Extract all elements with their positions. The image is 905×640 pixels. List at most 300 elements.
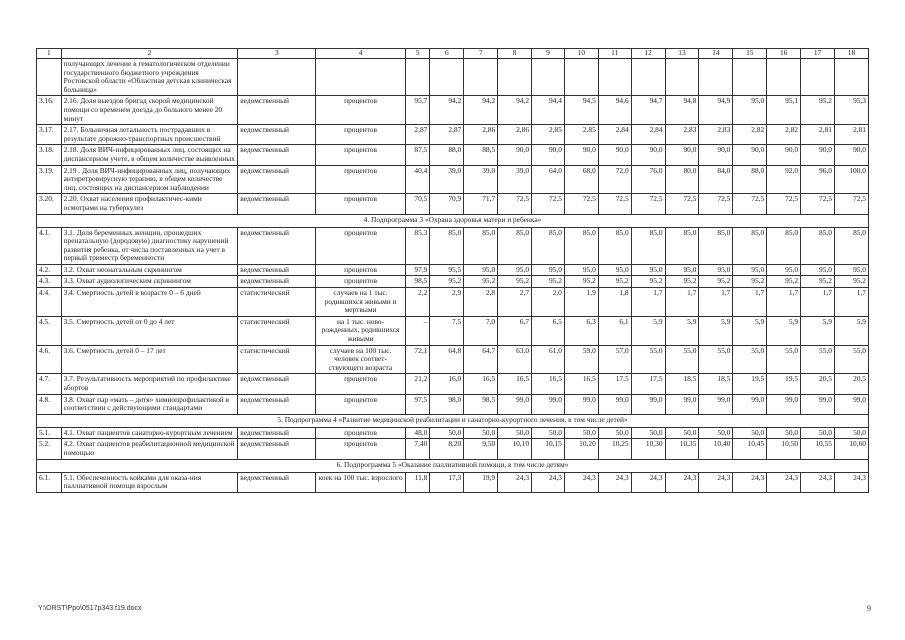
indicator-name: 3.6. Смертность детей 0 – 17 лет (61, 345, 238, 374)
value-cell: 10,30 (631, 439, 665, 459)
value-cell: 99,0 (564, 394, 598, 414)
value-cell: 72,1 (405, 345, 430, 374)
value-cell: 2,84 (598, 125, 631, 145)
table-row (37, 345, 869, 374)
indicator-name: 3.4. Смертность детей в возрасте 0 – 6 дней (61, 288, 238, 317)
unit-of-measure: процентов (316, 145, 405, 165)
value-cell (598, 59, 631, 96)
indicator-name: 3.1. Доля беременных женщин, прошедших пренатальную (дородовую) диагностику нарушений развития ребенка, от числа поставленных на учет в первый триместр беременности (61, 227, 238, 264)
value-cell: 72,5 (564, 194, 598, 214)
unit-of-measure (316, 59, 405, 96)
value-cell: 6,7 (498, 316, 532, 345)
value-cell: 98,5 (464, 394, 498, 414)
value-cell: 24,3 (733, 472, 767, 492)
indicator-type: ведомственный (238, 394, 316, 414)
section-heading-row (37, 214, 869, 227)
value-cell: 84,0 (699, 165, 733, 194)
indicator-name: 4.2. Охват пациентов реабилитационной медицинской помощью (61, 439, 238, 459)
column-number: 16 (767, 49, 801, 59)
value-cell: 2,83 (665, 125, 699, 145)
table-row (37, 316, 869, 345)
value-cell: 80,0 (665, 165, 699, 194)
value-cell: 39,0 (498, 165, 532, 194)
value-cell: 55,0 (834, 345, 868, 374)
value-cell: 1,7 (733, 288, 767, 317)
unit-of-measure: процентов (316, 264, 405, 276)
value-cell: 85,0 (430, 227, 464, 264)
value-cell: 90,0 (733, 145, 767, 165)
value-cell: 90,0 (699, 145, 733, 165)
value-cell: 2,83 (699, 125, 733, 145)
value-cell: 39,0 (464, 165, 498, 194)
row-number: 6.1. (37, 472, 62, 492)
value-cell: 95,0 (598, 264, 631, 276)
value-cell: 95,0 (733, 96, 767, 125)
value-cell: 10,60 (834, 439, 868, 459)
value-cell: 2,9 (430, 288, 464, 317)
value-cell: 1,8 (598, 288, 631, 317)
value-cell: 10,10 (498, 439, 532, 459)
value-cell: 55,0 (699, 345, 733, 374)
row-number: 4.8. (37, 394, 62, 414)
value-cell: 76,0 (631, 165, 665, 194)
indicator-name: 3.8. Охват пар «мать – дитя» химиопрофилактикой в соответствии с действующими стандартами (61, 394, 238, 414)
value-cell: 90,0 (665, 145, 699, 165)
value-cell: 88,0 (733, 165, 767, 194)
value-cell: 94,4 (532, 96, 565, 125)
column-number: 10 (564, 49, 598, 59)
value-cell: 10,40 (699, 439, 733, 459)
table-row (37, 276, 869, 288)
value-cell: 5,9 (767, 316, 801, 345)
value-cell (405, 59, 430, 96)
value-cell: 16,5 (498, 374, 532, 394)
value-cell: 90,0 (498, 145, 532, 165)
value-cell: 2,0 (532, 288, 565, 317)
value-cell: 95,0 (532, 264, 565, 276)
value-cell: 2,8 (464, 288, 498, 317)
value-cell: 24,3 (598, 472, 631, 492)
column-number: 12 (631, 49, 665, 59)
value-cell: 95,2 (665, 276, 699, 288)
value-cell: 5,9 (699, 316, 733, 345)
value-cell: 95,2 (598, 276, 631, 288)
indicator-type: ведомственный (238, 227, 316, 264)
value-cell: 7,0 (464, 316, 498, 345)
indicator-name: 3.3. Охват аудиологическим скринингом (61, 276, 238, 288)
value-cell: 71,7 (464, 194, 498, 214)
value-cell: 96,0 (801, 165, 835, 194)
value-cell: 50,0 (598, 427, 631, 439)
table-row (37, 165, 869, 194)
value-cell: 2,7 (498, 288, 532, 317)
indicator-type (238, 59, 316, 96)
value-cell: 72,5 (699, 194, 733, 214)
value-cell: 63,0 (498, 345, 532, 374)
value-cell: 98,5 (405, 276, 430, 288)
section-heading-row (37, 414, 869, 427)
column-number: 3 (238, 49, 316, 59)
column-number: 13 (665, 49, 699, 59)
value-cell (834, 59, 868, 96)
table-row (37, 264, 869, 276)
indicator-name: 2.19 . Доля ВИЧ-инфицированных лиц, получающих антиретровирусную терапию, в общем количестве лиц, состоящих на диспансерном наблюдении (61, 165, 238, 194)
indicator-name: 3.7. Результативность мероприятий по профилактике абортов (61, 374, 238, 394)
row-number: 4.6. (37, 345, 62, 374)
value-cell (767, 59, 801, 96)
value-cell: 85,0 (834, 227, 868, 264)
value-cell: 95,3 (834, 96, 868, 125)
unit-of-measure: процентов (316, 374, 405, 394)
column-number: 6 (430, 49, 464, 59)
table-row (37, 96, 869, 125)
value-cell: 10,55 (801, 439, 835, 459)
section-heading-row (37, 459, 869, 472)
column-number: 18 (834, 49, 868, 59)
column-number: 9 (532, 49, 565, 59)
value-cell: 61,0 (532, 345, 565, 374)
page-number: 9 (867, 604, 871, 613)
value-cell (733, 59, 767, 96)
value-cell: 16,5 (564, 374, 598, 394)
indicator-name: 2.17. Больничная летальность пострадавших в результате дорожно-транспортных происшествий (61, 125, 238, 145)
value-cell: 95,0 (733, 264, 767, 276)
value-cell: 5,9 (665, 316, 699, 345)
value-cell: 70,5 (405, 194, 430, 214)
value-cell: 10,20 (564, 439, 598, 459)
value-cell: 95,0 (464, 264, 498, 276)
value-cell (699, 59, 733, 96)
value-cell: 95,2 (834, 276, 868, 288)
value-cell: 48,0 (405, 427, 430, 439)
value-cell: 8,20 (430, 439, 464, 459)
value-cell: 95,0 (564, 264, 598, 276)
unit-of-measure: процентов (316, 194, 405, 214)
row-number (37, 59, 62, 96)
value-cell: 85,0 (498, 227, 532, 264)
value-cell: 16,5 (532, 374, 565, 394)
value-cell: 95,2 (532, 276, 565, 288)
indicator-type: статистический (238, 288, 316, 317)
column-number: 4 (316, 49, 405, 59)
table-row (37, 439, 869, 459)
value-cell: 72,5 (532, 194, 565, 214)
value-cell: 94,6 (598, 96, 631, 125)
value-cell: 59,0 (564, 345, 598, 374)
value-cell: 72,0 (598, 165, 631, 194)
value-cell: 1,7 (665, 288, 699, 317)
value-cell: 5,9 (801, 316, 835, 345)
row-number: 4.2. (37, 264, 62, 276)
value-cell (631, 59, 665, 96)
value-cell: 55,0 (631, 345, 665, 374)
unit-of-measure: на 1 тыс. ново-рожденных, родившихся живыми (316, 316, 405, 345)
value-cell: 50,0 (801, 427, 835, 439)
value-cell: 90,0 (598, 145, 631, 165)
value-cell: 72,5 (834, 194, 868, 214)
value-cell (665, 59, 699, 96)
value-cell: 50,0 (464, 427, 498, 439)
value-cell (801, 59, 835, 96)
value-cell: 7,5 (430, 316, 464, 345)
value-cell: 95,2 (801, 96, 835, 125)
value-cell: 2,86 (464, 125, 498, 145)
value-cell: 90,0 (767, 145, 801, 165)
value-cell: 88,5 (464, 145, 498, 165)
value-cell: 50,0 (532, 427, 565, 439)
indicator-name: 2.18. Доля ВИЧ-инфицированных лиц, состоящих на диспансерном учете, в общем количестве выявленных (61, 145, 238, 165)
value-cell: 85,0 (801, 227, 835, 264)
value-cell: 55,0 (665, 345, 699, 374)
column-number: 14 (699, 49, 733, 59)
value-cell: 11,8 (405, 472, 430, 492)
indicator-type: ведомственный (238, 427, 316, 439)
value-cell: 2,2 (405, 288, 430, 317)
value-cell: 17,5 (631, 374, 665, 394)
value-cell: 20,5 (834, 374, 868, 394)
value-cell: 99,0 (834, 394, 868, 414)
value-cell: 95,2 (699, 276, 733, 288)
indicator-type: ведомственный (238, 472, 316, 492)
indicator-name: 3.2. Охват неонатальным скринингом (61, 264, 238, 276)
value-cell: 97,5 (405, 394, 430, 414)
column-number: 17 (801, 49, 835, 59)
value-cell: 72,5 (631, 194, 665, 214)
unit-of-measure: процентов (316, 165, 405, 194)
value-cell: 94,9 (699, 96, 733, 125)
value-cell: 10,35 (665, 439, 699, 459)
value-cell: 1,7 (767, 288, 801, 317)
value-cell: 90,0 (801, 145, 835, 165)
indicator-type: ведомственный (238, 194, 316, 214)
value-cell: 24,3 (532, 472, 565, 492)
indicator-name: 3.5. Смертность детей от 0 до 4 лет (61, 316, 238, 345)
value-cell: 85,0 (733, 227, 767, 264)
column-number: 8 (498, 49, 532, 59)
value-cell: 64,8 (430, 345, 464, 374)
column-number: 5 (405, 49, 430, 59)
value-cell: 21,2 (405, 374, 430, 394)
column-number: 2 (61, 49, 238, 59)
table-body (37, 49, 869, 493)
value-cell: 92,0 (767, 165, 801, 194)
value-cell: 24,3 (564, 472, 598, 492)
value-cell: 87,5 (405, 145, 430, 165)
value-cell: 70,9 (430, 194, 464, 214)
unit-of-measure: процентов (316, 125, 405, 145)
value-cell: 5,9 (733, 316, 767, 345)
value-cell: 64,7 (464, 345, 498, 374)
value-cell: 72,5 (498, 194, 532, 214)
value-cell: 5,9 (834, 316, 868, 345)
value-cell: 99,0 (699, 394, 733, 414)
value-cell: 5,9 (631, 316, 665, 345)
value-cell: 72,5 (801, 194, 835, 214)
section-heading: 6. Подпрограмма 5 «Оказание паллиативной помощи, в том числе детям» (37, 459, 869, 472)
value-cell: 1,7 (699, 288, 733, 317)
value-cell: 55,0 (733, 345, 767, 374)
value-cell: 20,5 (801, 374, 835, 394)
value-cell: 95,5 (430, 264, 464, 276)
value-cell: 1,7 (631, 288, 665, 317)
value-cell: 50,0 (699, 427, 733, 439)
value-cell: 95,2 (801, 276, 835, 288)
row-number: 4.7. (37, 374, 62, 394)
value-cell: 68,0 (564, 165, 598, 194)
value-cell: 95,2 (498, 276, 532, 288)
value-cell: 85,0 (699, 227, 733, 264)
value-cell: 99,0 (598, 394, 631, 414)
value-cell: 90,0 (564, 145, 598, 165)
value-cell: 10,25 (598, 439, 631, 459)
value-cell: 72,5 (665, 194, 699, 214)
value-cell (498, 59, 532, 96)
value-cell: 9,50 (464, 439, 498, 459)
table-row (37, 427, 869, 439)
value-cell: 2,85 (532, 125, 565, 145)
value-cell: 99,0 (665, 394, 699, 414)
value-cell: 16,0 (430, 374, 464, 394)
section-heading: 4. Подпрограмма 3 «Охрана здоровья матери и ребенка» (37, 214, 869, 227)
value-cell: 50,0 (430, 427, 464, 439)
value-cell: 72,5 (733, 194, 767, 214)
table-row (37, 374, 869, 394)
indicator-type: ведомственный (238, 145, 316, 165)
unit-of-measure: процентов (316, 439, 405, 459)
unit-of-measure: процентов (316, 394, 405, 414)
value-cell: 95,0 (699, 264, 733, 276)
value-cell: 2,87 (430, 125, 464, 145)
indicator-type: статистический (238, 316, 316, 345)
value-cell: 6,1 (598, 316, 631, 345)
value-cell: 50,0 (564, 427, 598, 439)
unit-of-measure: процентов (316, 276, 405, 288)
value-cell: 85,0 (665, 227, 699, 264)
value-cell: – (405, 316, 430, 345)
value-cell: 55,0 (801, 345, 835, 374)
value-cell: 94,2 (464, 96, 498, 125)
value-cell: 95,0 (498, 264, 532, 276)
row-number: 4.5. (37, 316, 62, 345)
value-cell: 7,40 (405, 439, 430, 459)
value-cell: 19,9 (464, 472, 498, 492)
value-cell: 1,9 (564, 288, 598, 317)
value-cell: 19,5 (733, 374, 767, 394)
value-cell: 50,0 (834, 427, 868, 439)
value-cell: 95,2 (430, 276, 464, 288)
unit-of-measure: коек на 100 тыс. взрослого (316, 472, 405, 492)
value-cell: 10,15 (532, 439, 565, 459)
value-cell: 2,81 (834, 125, 868, 145)
value-cell: 17,3 (430, 472, 464, 492)
value-cell: 6,5 (532, 316, 565, 345)
row-number: 3.16. (37, 96, 62, 125)
value-cell: 99,0 (733, 394, 767, 414)
indicator-type: статистический (238, 345, 316, 374)
value-cell: 50,0 (733, 427, 767, 439)
value-cell: 57,0 (598, 345, 631, 374)
indicator-type: ведомственный (238, 276, 316, 288)
row-number: 4.3. (37, 276, 62, 288)
value-cell: 18,5 (665, 374, 699, 394)
value-cell: 2,86 (498, 125, 532, 145)
row-number: 5.2. (37, 439, 62, 459)
value-cell: 94,2 (498, 96, 532, 125)
unit-of-measure: случаев на 1 тыс. родившихся живыми и мертвыми (316, 288, 405, 317)
row-number: 3.19. (37, 165, 62, 194)
indicator-type: ведомственный (238, 374, 316, 394)
value-cell: 85,0 (464, 227, 498, 264)
table-row (37, 288, 869, 317)
table-row (37, 227, 869, 264)
value-cell: 99,0 (498, 394, 532, 414)
table-row (37, 125, 869, 145)
value-cell: 40,4 (405, 165, 430, 194)
column-number-header (37, 49, 869, 59)
value-cell: 24,3 (498, 472, 532, 492)
value-cell: 95,2 (767, 276, 801, 288)
value-cell: 50,0 (767, 427, 801, 439)
unit-of-measure: случаев на 100 тыс. человек соответ-ствующего возраста (316, 345, 405, 374)
indicator-type: ведомственный (238, 439, 316, 459)
column-number: 1 (37, 49, 62, 59)
value-cell: 2,82 (733, 125, 767, 145)
value-cell (532, 59, 565, 96)
value-cell: 94,5 (564, 96, 598, 125)
value-cell: 95,2 (733, 276, 767, 288)
value-cell: 99,0 (631, 394, 665, 414)
value-cell: 95,2 (564, 276, 598, 288)
value-cell: 24,3 (699, 472, 733, 492)
indicator-type: ведомственный (238, 125, 316, 145)
value-cell: 24,3 (631, 472, 665, 492)
value-cell: 95,1 (767, 96, 801, 125)
indicator-name: 2.20. Охват населения профилактичес-кими осмотрами на туберкулез (61, 194, 238, 214)
value-cell: 19,5 (767, 374, 801, 394)
value-cell: 98,0 (430, 394, 464, 414)
section-heading: 5. Подпрограмма 4 «Развитие медицинской реабилитации и санаторно-курортного лечения, в том числе детей» (37, 414, 869, 427)
value-cell: 99,0 (767, 394, 801, 414)
value-cell: 72,5 (767, 194, 801, 214)
value-cell: 85,3 (405, 227, 430, 264)
column-number: 11 (598, 49, 631, 59)
table-row (37, 145, 869, 165)
value-cell: 2,84 (631, 125, 665, 145)
value-cell: 50,0 (631, 427, 665, 439)
value-cell: 64,0 (532, 165, 565, 194)
value-cell: 16,5 (464, 374, 498, 394)
row-number: 3.18. (37, 145, 62, 165)
value-cell: 10,45 (733, 439, 767, 459)
value-cell: 10,50 (767, 439, 801, 459)
row-number: 5.1. (37, 427, 62, 439)
value-cell: 17,5 (598, 374, 631, 394)
table-row (37, 394, 869, 414)
value-cell: 95,2 (631, 276, 665, 288)
value-cell: 24,3 (801, 472, 835, 492)
indicator-type: ведомственный (238, 165, 316, 194)
value-cell: 95,2 (464, 276, 498, 288)
value-cell: 88,0 (430, 145, 464, 165)
indicator-name: 4.1. Охват пациентов санаторно-курортным лечением (61, 427, 238, 439)
value-cell: 95,0 (834, 264, 868, 276)
value-cell: 95,0 (767, 264, 801, 276)
value-cell: 2,82 (767, 125, 801, 145)
value-cell: 90,0 (834, 145, 868, 165)
value-cell: 95,0 (665, 264, 699, 276)
value-cell: 94,7 (631, 96, 665, 125)
file-path-footer: Y:\ORST\Ppo\0517p343.f19.docx (38, 605, 142, 612)
